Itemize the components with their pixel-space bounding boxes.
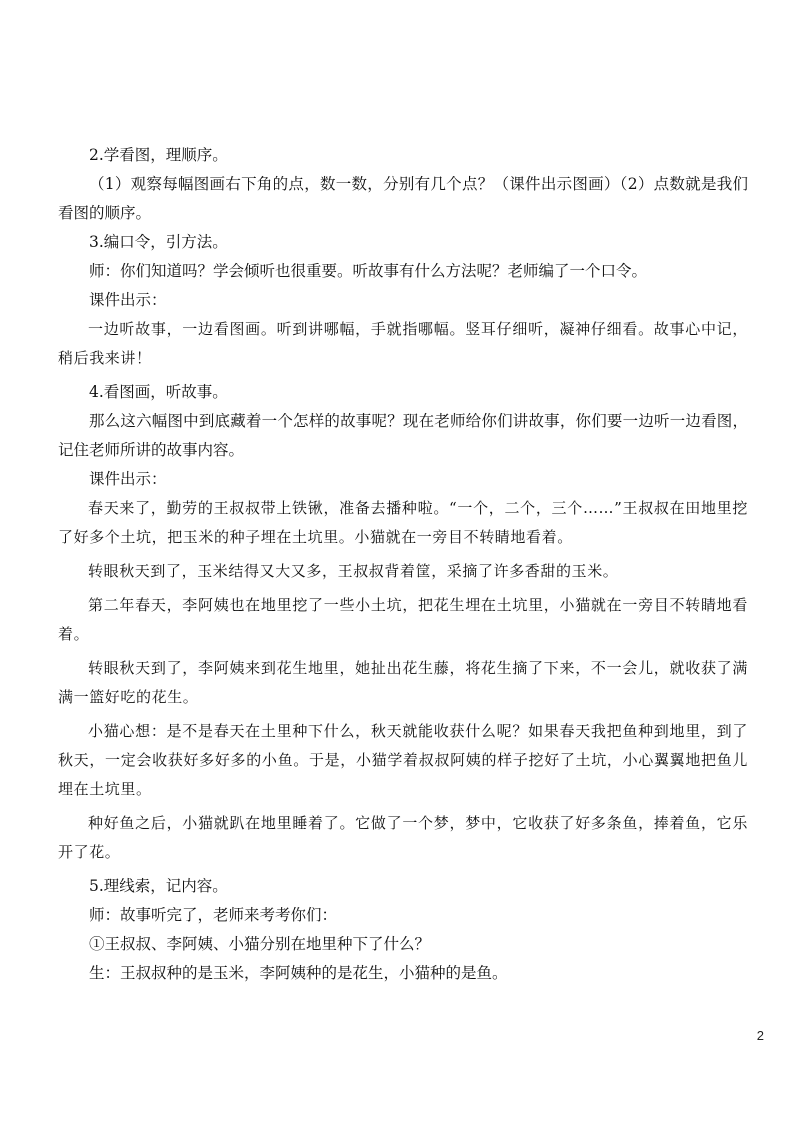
step-4-heading: 4.看图画，听故事。: [89, 383, 228, 401]
question-1: ①王叔叔、李阿姨、小猫分别在地里种下了什么？: [89, 935, 431, 953]
student-answer-1: 生：王叔叔种的是玉米，李阿姨种的是花生，小猫种的是鱼。: [89, 964, 508, 982]
step-2-heading: 2.学看图，理顺序。: [89, 146, 228, 164]
story-paragraph-cat-dream: 种好鱼之后，小猫就趴在地里睡着了。它做了一个梦，梦中，它收获了好多条鱼，捧着鱼，它乐开了花。: [58, 814, 748, 861]
step-5-heading: 5.理线索，记内容。: [89, 877, 228, 895]
listening-chant: 一边听故事，一边看图画。听到讲哪幅，手就指哪幅。竖耳仔细听，凝神仔细看。故事心中记，稍后我来讲！: [58, 320, 748, 367]
teacher-intro-paragraph: 师：你们知道吗？学会倾听也很重要。听故事有什么方法呢？老师编了一个口令。: [89, 262, 648, 280]
courseware-label: 课件出示：: [89, 291, 167, 309]
story-intro-paragraph: 那么这六幅图中到底藏着一个怎样的故事呢？现在老师给你们讲故事，你们要一边听一边看图，记住老师所讲的故事内容。: [58, 412, 748, 459]
page-number: 2: [756, 1028, 764, 1043]
story-paragraph-cat-thinks: 小猫心想：是不是春天在土里种下什么，秋天就能收获什么呢？如果春天我把鱼种到地里，到了秋天，一定会收获好多好多的小鱼。于是，小猫学着叔叔阿姨的样子挖好了土坑，小心翼翼地把鱼儿埋在土坑里。: [58, 722, 748, 798]
story-paragraph-autumn-corn: 转眼秋天到了，玉米结得又大又多，王叔叔背着筐，采摘了许多香甜的玉米。: [88, 562, 619, 580]
teacher-question-intro: 师：故事听完了，老师来考考你们：: [89, 906, 338, 924]
step-3-heading: 3.编口令，引方法。: [89, 233, 228, 251]
page-content: [58, 141, 748, 988]
observe-dots-paragraph: （1）观察每幅图画右下角的点，数一数，分别有几个点？（课件出示图画）（2）点数就是我们看图的顺序。: [58, 175, 748, 222]
story-paragraph-spring-aunt: 第二年春天，李阿姨也在地里挖了一些小土坑，把花生埋在土坑里，小猫就在一旁目不转睛地看着。: [58, 596, 748, 643]
story-paragraph-spring-uncle: 春天来了，勤劳的王叔叔带上铁锹，准备去播种啦。“一个，二个，三个……”王叔叔在田地里挖了好多个土坑，把玉米的种子埋在土坑里。小猫就在一旁目不转睛地看着。: [58, 499, 748, 546]
courseware-label: 课件出示：: [89, 470, 167, 488]
story-paragraph-autumn-peanut: 转眼秋天到了，李阿姨来到花生地里，她扯出花生藤，将花生摘了下来，不一会儿，就收获了满满一篮好吃的花生。: [58, 659, 748, 706]
